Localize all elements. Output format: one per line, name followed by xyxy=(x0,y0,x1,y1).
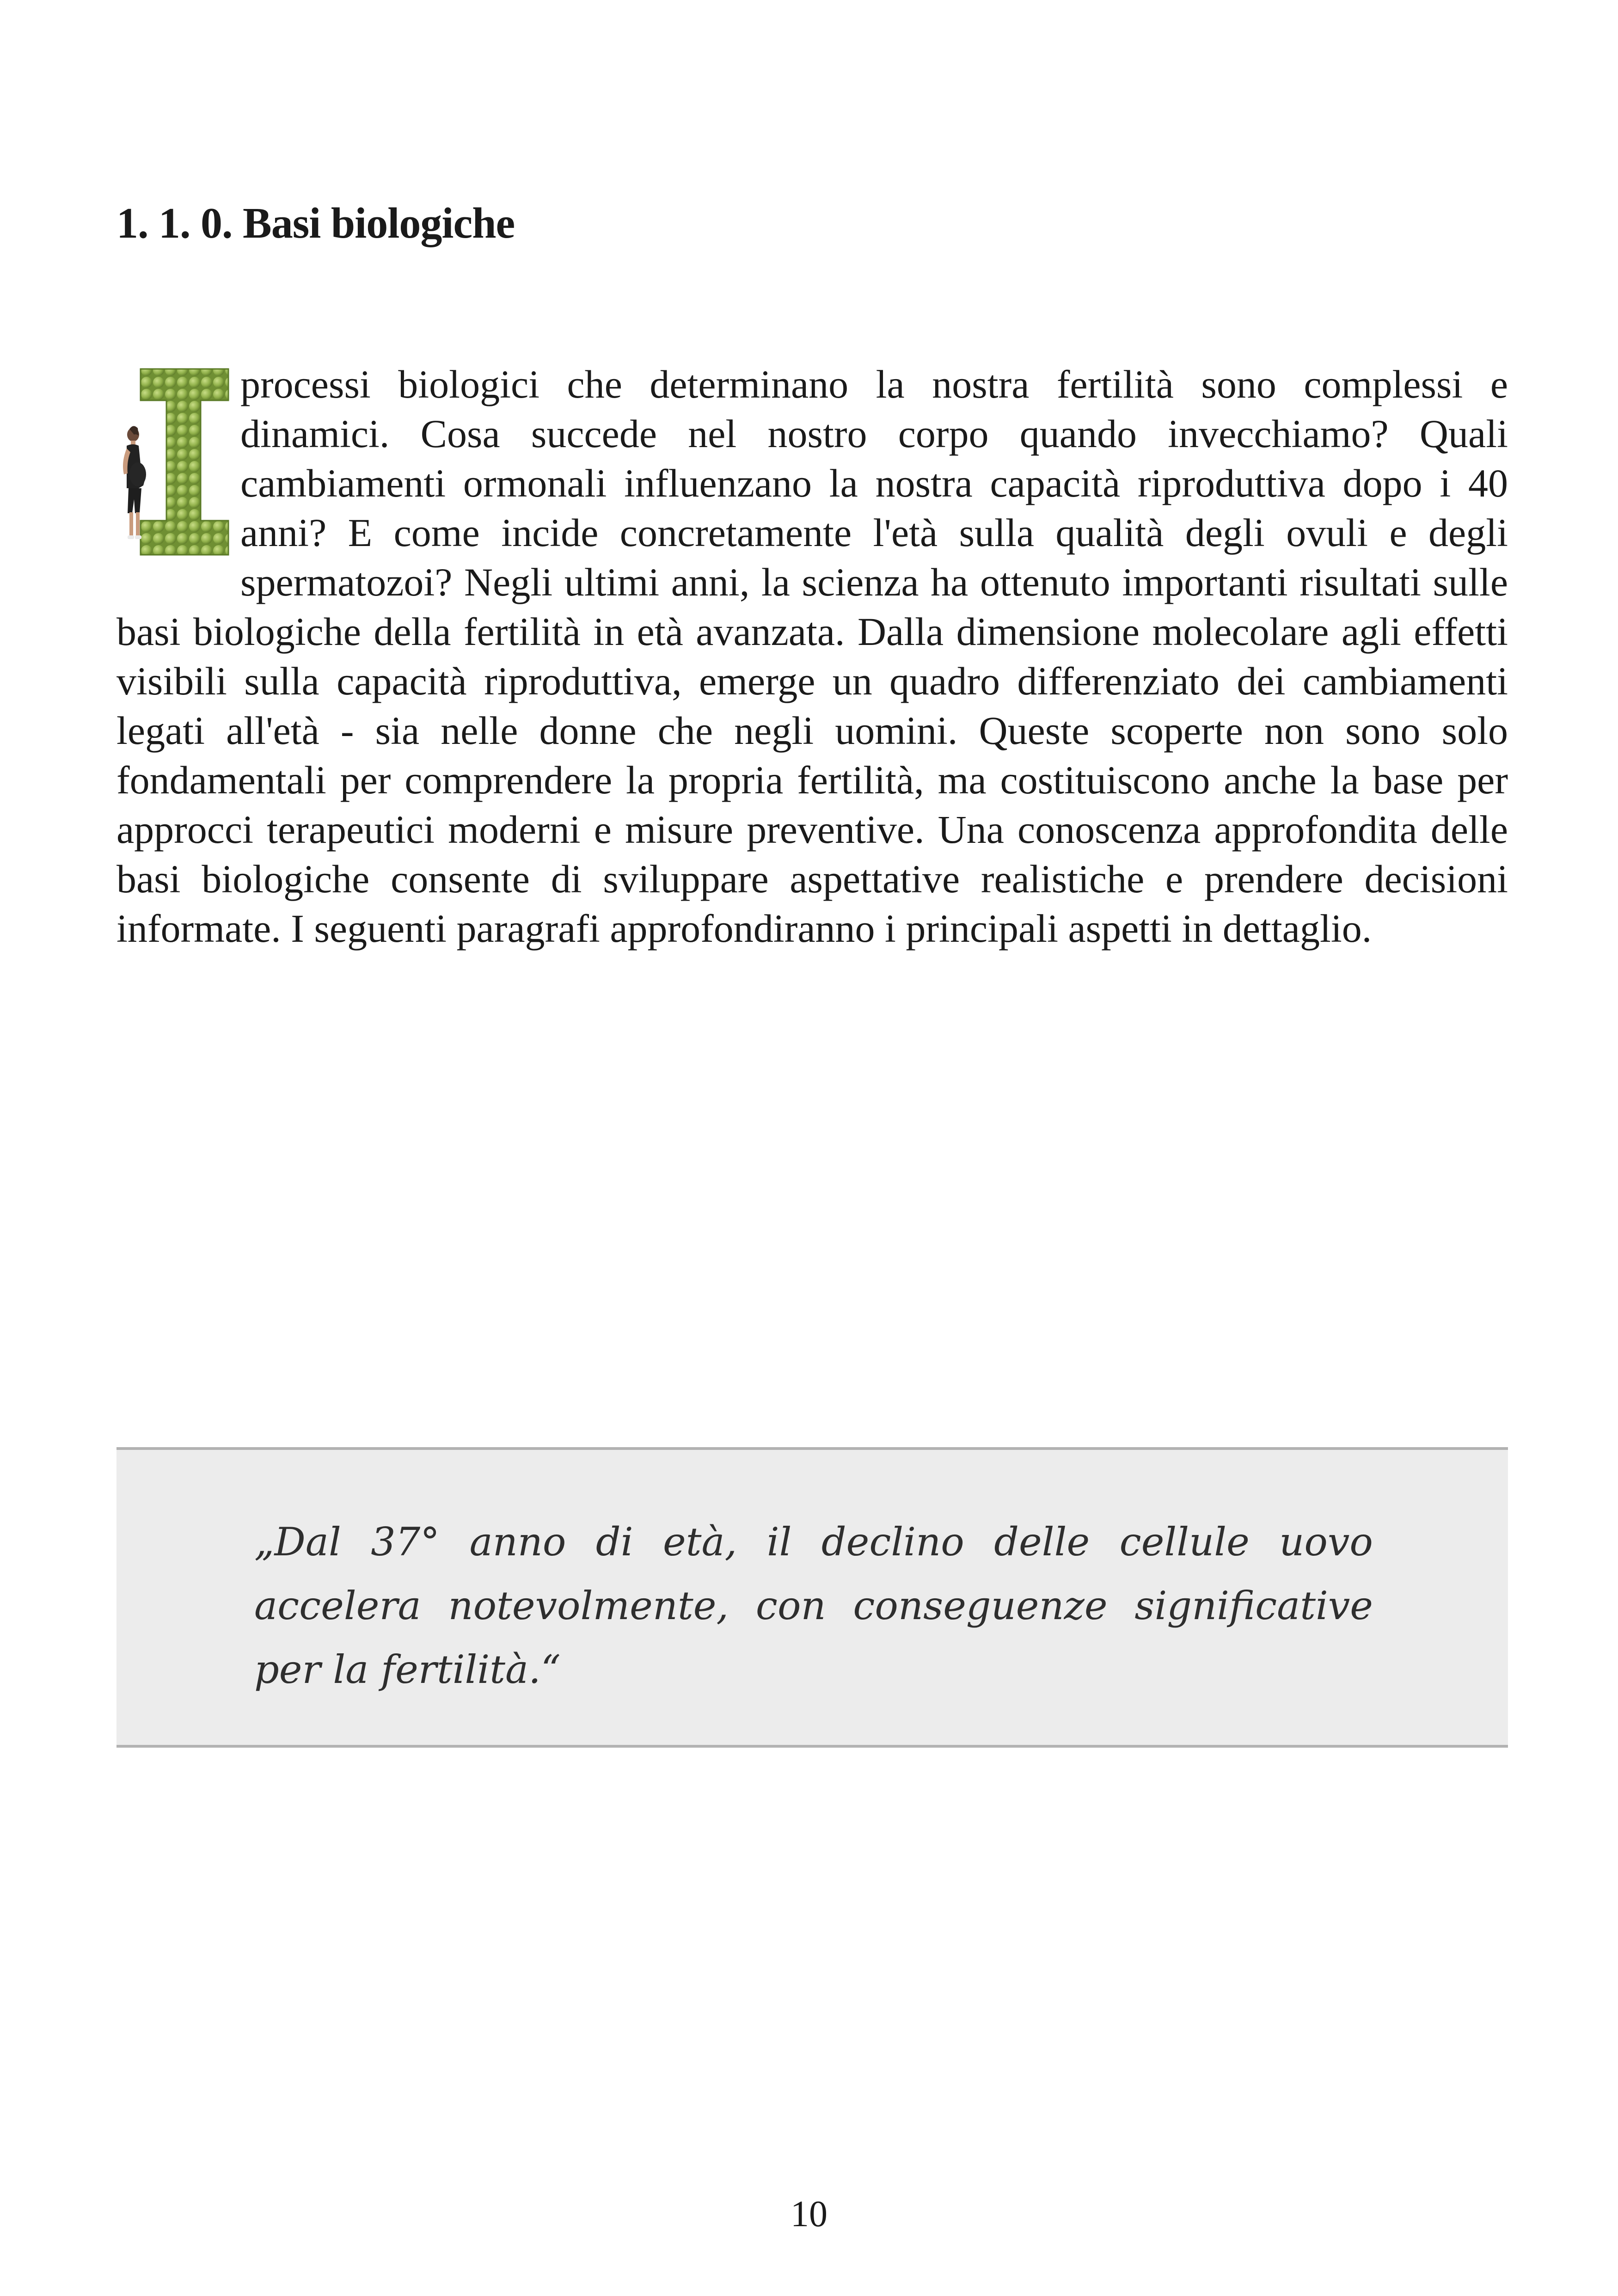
body-block xyxy=(116,360,1508,953)
drop-cap-letter-i-graphic xyxy=(116,364,232,563)
body-paragraph: processi biologici che determinano la nostra fertilità sono complessi e dinamici. Cosa succede nel nostro corpo quando invecchiamo? Quali cambiamenti ormonali influenzano la nostra capacità riproduttiva dopo i 40 anni? E come incide concretamente l'età sulla qualità degli ovuli e degli spermatozoi? Negli ultimi anni, la scienza ha ottenuto importanti risultati sulle basi biologiche della fertilità in età avanzata. Dalla dimensione molecolare agli effetti visibili sulla capacità riproduttiva, emerge un quadro differenziato dei cambiamenti legati all'età - sia nelle donne che negli uomini. Queste scoperte non sono solo fondamentali per comprendere la propria fertilità, ma costituiscono anche la base per approcci terapeutici moderni e misure preventive. Una conoscenza approfondita delle basi biologiche consente di sviluppare aspettative realistiche e prendere decisioni informate. I seguenti paragrafi approfondiranno i principali aspetti in dettaglio. xyxy=(116,362,1508,951)
quote-callout xyxy=(116,1447,1508,1748)
section-heading: 1. 1. 0. Basi biologiche xyxy=(116,199,515,247)
page-number: 10 xyxy=(791,2194,827,2235)
drop-cap-illustration xyxy=(116,364,232,563)
quote-text: „Dal 37° anno di età, il declino delle cellule uovo accelera notevolmente, con conseguenze significative per la fertilità.“ xyxy=(254,1519,1373,1692)
